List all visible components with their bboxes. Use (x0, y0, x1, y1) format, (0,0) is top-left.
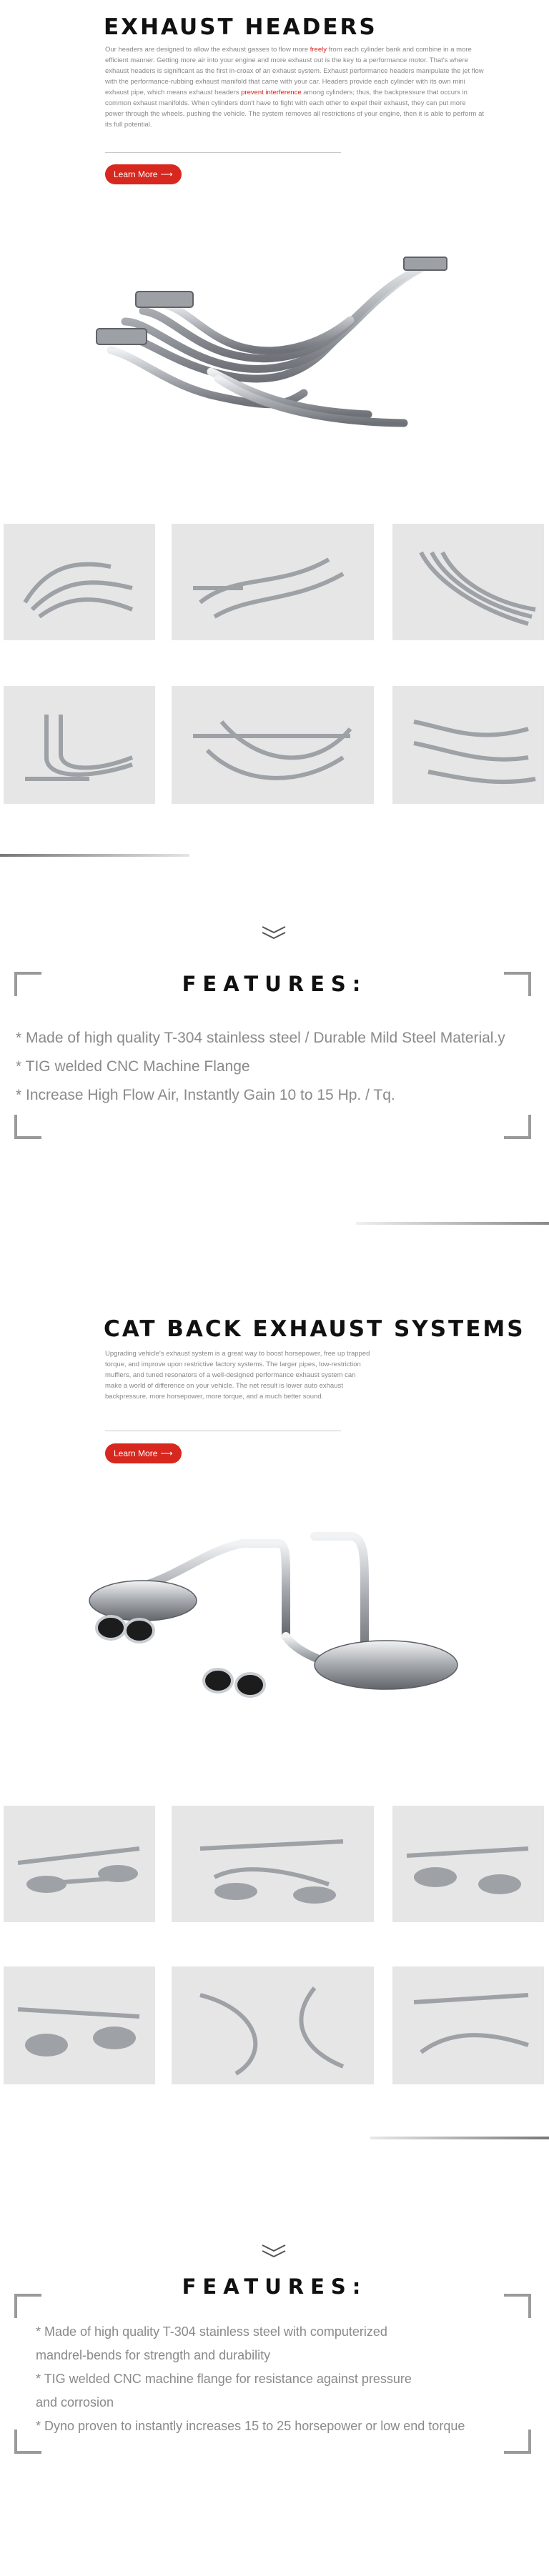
headers-thumb-3[interactable] (392, 524, 544, 640)
headers-thumb-5[interactable] (172, 686, 374, 804)
headers-features-title: FEATURES: (182, 972, 367, 996)
feature-item: * TIG welded CNC Machine Flange (16, 1058, 250, 1075)
headers-features-list (16, 1024, 505, 1110)
catback-features-section (0, 2187, 549, 2576)
feature-item: * Increase High Flow Air, Instantly Gain 10 to 15 Hp. / Tq. (16, 1087, 395, 1103)
catback-thumb-1[interactable] (4, 1806, 155, 1922)
headers-desc-highlight-2: prevent interference (241, 89, 302, 96)
headers-desc-part2: from each cylinder bank and combine in a more efficient manner. Getting more air into your engine and more exhaust out is the key to a performance motor. That's where exhaust headers is significant as the first in-croax of an exhaust system. Exhaust performance headers manipulate the jet flow with the performance-rubbing exhaust manifold that came with your car. Headers provide each cylinder with its own mini exhaust pipe, which means exhaust headers (105, 46, 484, 96)
headers-learn-more-button[interactable] (105, 164, 182, 184)
headers-description (105, 44, 484, 130)
headers-section (0, 0, 549, 879)
headers-title: EXHAUST HEADERS (104, 14, 377, 40)
headers-thumb-6[interactable] (392, 686, 544, 804)
features-separator-bar (356, 1222, 549, 1225)
feature-item: * Dyno proven to instantly increases 15 to 25 horsepower or low end torque (36, 2419, 465, 2433)
headers-thumb-1[interactable] (4, 524, 155, 640)
catback-thumb-5[interactable] (172, 1966, 374, 2084)
bracket-bottom-right (504, 2430, 531, 2454)
headers-desc-part1: Our headers are designed to allow the exhaust gasses to flow more (105, 46, 310, 54)
catback-description: Upgrading vehicle's exhaust system is a great way to boost horsepower, free up trapped torque, and improve upon restrictive factory systems. The larger pipes, low-restriction mufflers, and tuned resonators of a well-designed performance exhaust system can make a world of difference on your vehicle. The net result is lower auto exhaust backpressure, more horsepower, more torque, and a much better sound. (105, 1350, 370, 1401)
feature-item: * TIG welded CNC machine flange for resistance against pressure (36, 2372, 412, 2386)
headers-gallery-slider-bar[interactable] (0, 854, 189, 857)
catback-learn-more-button[interactable] (105, 1443, 182, 1463)
headers-desc-highlight-1: freely (310, 46, 327, 54)
catback-features-title: FEATURES: (182, 2274, 367, 2299)
headers-desc-part3: among cylinders; thus, the backpressure that occurs in common exhaust manifolds. When cylinders don't have to fight with each other to expel their exhaust, they can put more power through the wheels, pushing the vehicle. The system removes all restrictions of your engine, then it is able to perform at its full potential. (105, 89, 484, 129)
catback-hero-image (71, 1522, 486, 1701)
headers-hero-image (68, 236, 483, 443)
bracket-bottom-right (504, 1115, 531, 1139)
catback-gallery-slider-bar[interactable] (370, 2137, 549, 2139)
feature-item: and corrosion (36, 2395, 114, 2410)
catback-section (0, 1308, 549, 2172)
catback-features-list (36, 2320, 465, 2438)
arrow-right-icon: ⟶ (160, 1448, 173, 1458)
bracket-bottom-left (14, 2430, 41, 2454)
headers-learn-more-label: Learn More (114, 169, 158, 179)
catback-title: CAT BACK EXHAUST SYSTEMS (104, 1316, 525, 1342)
catback-thumb-2[interactable] (172, 1806, 374, 1922)
headers-thumb-2[interactable] (172, 524, 374, 640)
bracket-bottom-left (14, 1115, 41, 1139)
headers-divider (105, 152, 341, 153)
feature-item: mandrel-bends for strength and durability (36, 2348, 271, 2362)
headers-thumb-4[interactable] (4, 686, 155, 804)
headers-features-section (0, 879, 549, 1250)
feature-item: * Made of high quality T-304 stainless steel / Durable Mild Steel Material.y (16, 1030, 505, 1046)
catback-learn-more-label: Learn More (114, 1448, 158, 1458)
chevron-down-icon[interactable] (259, 925, 288, 940)
catback-thumb-3[interactable] (392, 1806, 544, 1922)
chevron-down-icon[interactable] (259, 2244, 288, 2258)
arrow-right-icon: ⟶ (160, 169, 173, 179)
catback-thumb-6[interactable] (392, 1966, 544, 2084)
feature-item: * Made of high quality T-304 stainless steel with computerized (36, 2324, 387, 2339)
catback-thumb-4[interactable] (4, 1966, 155, 2084)
